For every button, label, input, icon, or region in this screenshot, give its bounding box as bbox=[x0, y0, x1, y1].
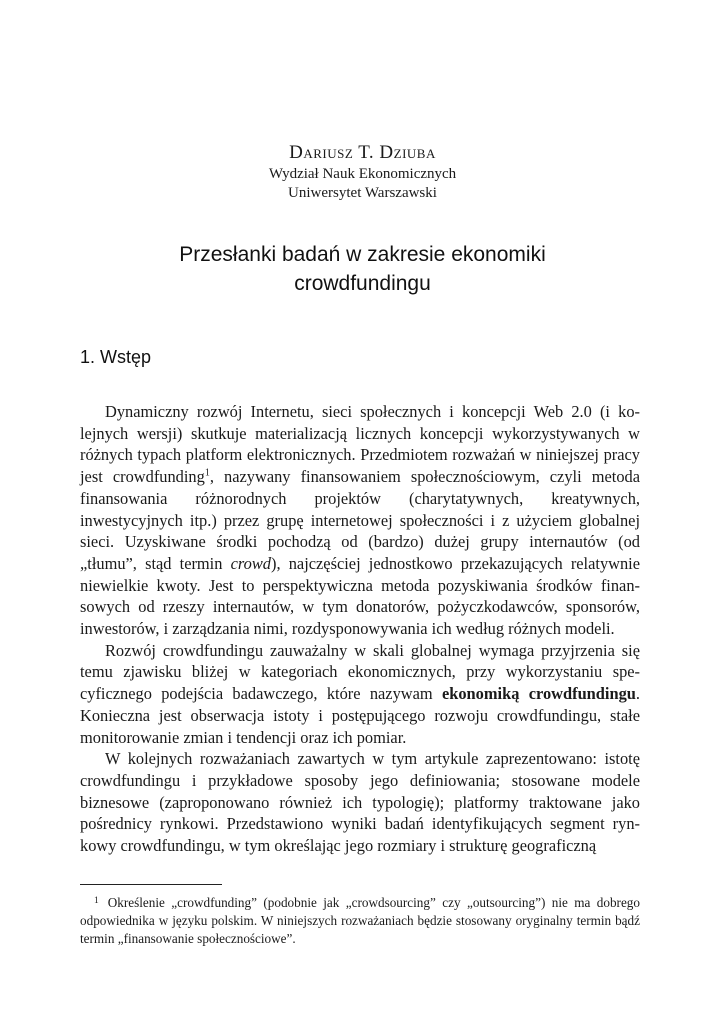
bold-term: ekonomiką crowdfundingu bbox=[441, 684, 636, 704]
paragraph-2-part-a: Rozwój crowdfundingu zauważalny w skali globalnej wymaga przyjrzenia się temu zjawisku bliżej w kategoriach ekonomicznych, przy wykorzystaniu spe-cyficznego podejścia badawczego, które nazywam bbox=[80, 640, 640, 704]
italic-term: crowd bbox=[230, 553, 271, 573]
paragraph-1 bbox=[80, 401, 640, 640]
author-name: Dariusz T. Dziuba bbox=[289, 142, 436, 163]
paper-title bbox=[0, 240, 725, 298]
footnote-reference[interactable]: 1 bbox=[204, 467, 210, 479]
footnote-text: Określenie „crowdfunding” (podobnie jak „crowdsourcing” czy „outsourcing”) nie ma dobrego odpowiednika w języku polskim. W niniejszych rozważaniach będzie stosowany oryginalny termin bądź termin „finansowanie społecznościowe”. bbox=[80, 895, 640, 946]
paragraph-1-part-a: Dynamiczny rozwój Internetu, sieci społecznych i koncepcji Web 2.0 (i ko-lejnych wersji) skutkuje materializacją licznych koncepcji wykorzystywanych w różnych typach platform elektronicznych. Przedmiotem rozważań w niniejszej pracy jest crowdfunding bbox=[80, 402, 640, 487]
paragraph-2 bbox=[80, 640, 640, 749]
paragraph-2-part-b: . Konieczna jest obserwacja istoty i postępującego rozwoju crowdfundingu, stałe monitorowanie zmian i tendencji oraz ich pomiar. bbox=[80, 684, 640, 747]
paragraph-3: W kolejnych rozważaniach zawartych w tym artykule zaprezentowano: istotę crowdfundingu i przykładowe sposoby jego definiowania; stosowane modele biznesowe (zaproponowano również ich typologię); platformy traktowane jako pośrednicy rynkowi. Przedstawiono wyniki badań identyfikujących segment ryn-kowy crowdfundingu, w tym określając jego rozmiary i strukturę geograficzną bbox=[80, 749, 640, 856]
section-heading: 1. Wstęp bbox=[80, 347, 152, 367]
paragraph-1-part-c: ), najczęściej jednostkowo przekazujących relatywnie niewielkie kwoty. Jest to perspektywiczna metoda pozyskiwania środków finan-sowych od rzeszy internautów, w tym donatorów, pożyczkodawców, sponsorów, inwestorów, i zarządzania nimi, rozdysponowywania ich według różnych modeli. bbox=[80, 553, 640, 639]
footnote-number: 1 bbox=[94, 896, 99, 906]
title-line-1: Przesłanki badań w zakresie ekonomiki bbox=[179, 243, 546, 266]
paragraph-1-part-b: , nazywany finansowaniem społecznościowym, czyli metoda finansowania różnorodnych projektów (charytatywnych, kreatywnych, inwestycyjnych itp.) przez grupę internetowej społeczności i z użyciem globalnej sieci. Uzyskiwane środki pochodzą od (bardzo) dużej grupy internautów (od „tłumu”, stąd termin bbox=[80, 467, 640, 573]
affiliation-faculty: Wydział Nauk Ekonomicznych bbox=[268, 166, 457, 182]
affiliation-university: Uniwersytet Warszawski bbox=[288, 185, 437, 201]
body-text bbox=[80, 401, 640, 857]
title-line-2: crowdfundingu bbox=[294, 272, 431, 295]
footnote-divider bbox=[80, 884, 222, 885]
footnote bbox=[80, 892, 640, 948]
